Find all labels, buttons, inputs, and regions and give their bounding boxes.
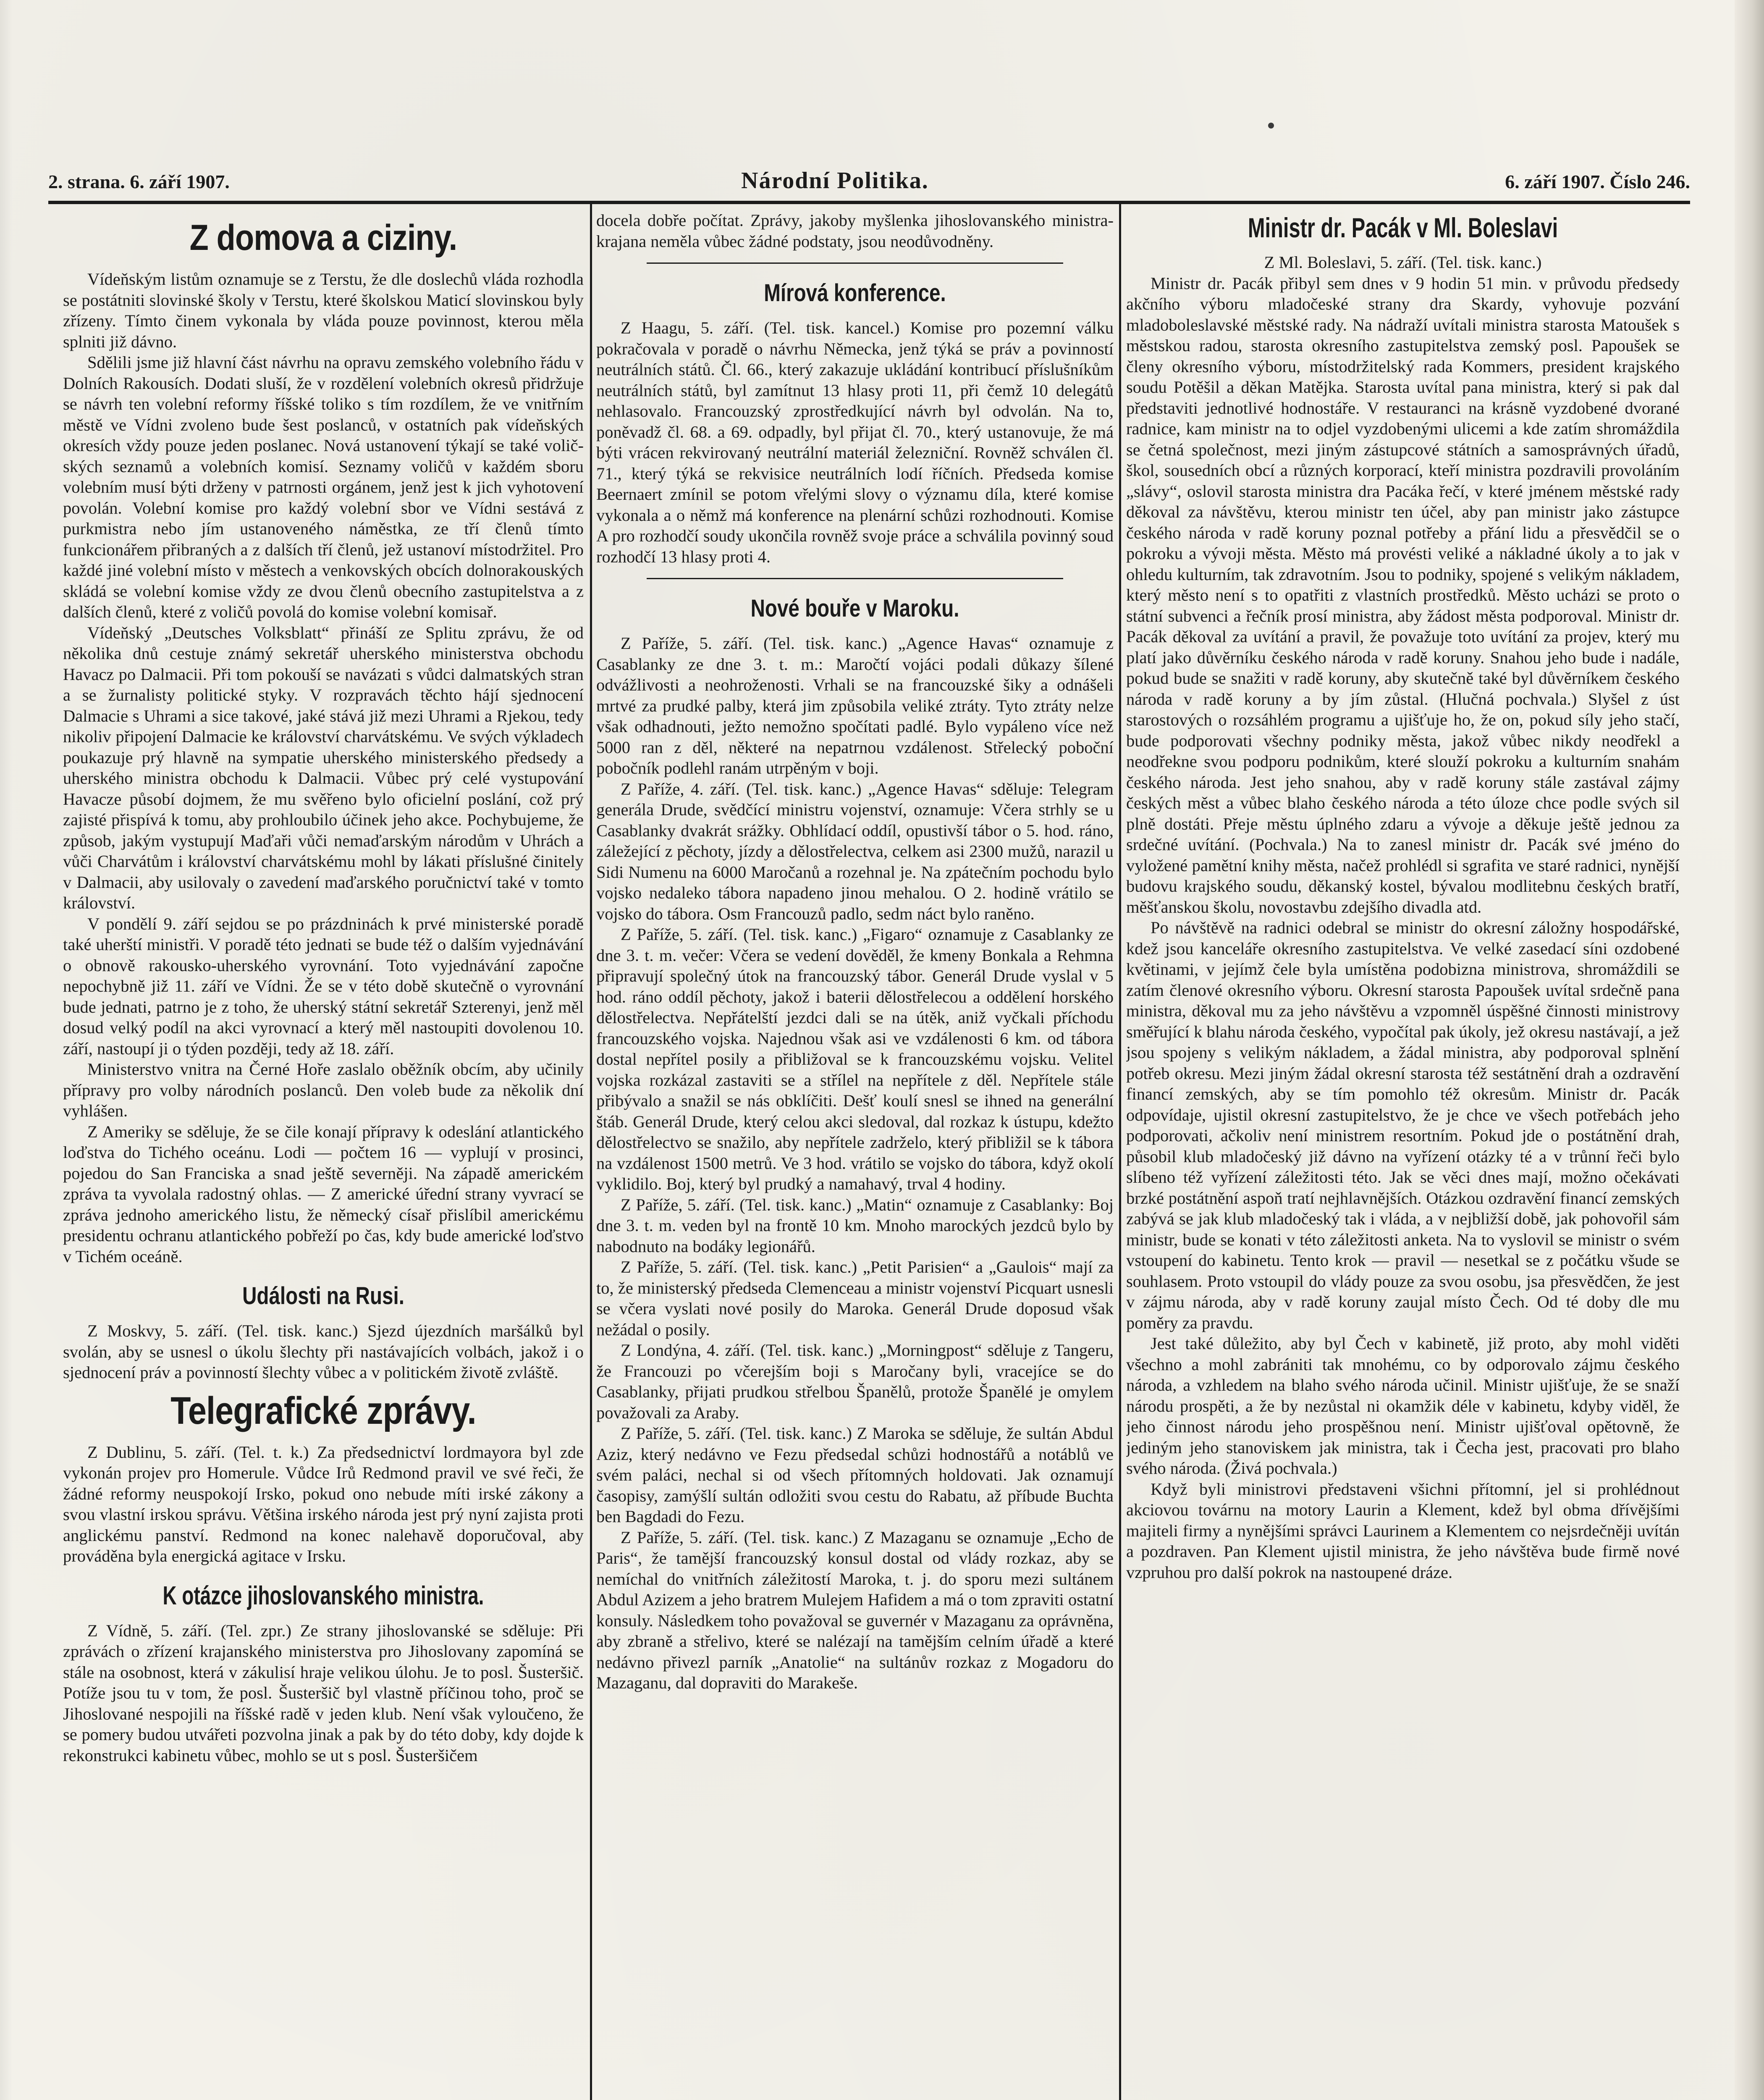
section-heading-domova: Z domova a ciziny. — [189, 218, 457, 258]
section-heading-telegraficke: Telegrafické zprávy. — [170, 1389, 476, 1432]
article-paragraph: Po návštěvě na radnici odebral se ministr do okresní záložny hospodářské, kdež jsou kanceláře okresního zastupitelstva. Ve velké zasedací síni ozdobené květinami, v jejímž čele byla umístěna podobizna ministrova, shromáždili se zatím členové okresního výboru. Okresní starosta Papoušek uvítal srdečně pana ministra, děkoval mu za jeho návštěvu a vzpomněl úspěšné činnosti ministrovy směřující k blahu národa českého, vypočítal pak úkoly, jež okresu nastávají, a jež jsou spojeny s velikým nákladem, a žádal ministra, aby podporoval splnění potřeb okresu. Mezi jiným žádal okresní starosta též sestátnění drah a ozdravění financí zemských, aby se tím pomohlo též okresům. Ministr dr. Pacák odpovídaje, ujistil okresní zastupitelstvo, že je chce ve všech potřebách jeho podporovati, ačkoliv není ministrem resortním. Pokud jde o postátnění drah, působil klub mladočeský již dávno na vyřízení otázky té a v trůnní řeči bylo slíbeno též vyřízení záležitosti této. Jak se věci dnes mají, možno očekávati brzké postátnění aspoň tratí nejhlavnějších. Otázkou ozdravění financí zemských zabývá se jak klub mladočeský tak i vláda, a v nejbližší době, jak pohovořil sám ministr, bude se konati v této záležitosti anketa. Na to vyslovil se ministr o svém vstoupení do kabinetu. Tento krok — pravil — nesetkal se z počátku všude se souhlasem. Proto vstoupil do vlády pouze za svou osobu, jsa přesvědčen, že jest v zájmu národa, aby v radě koruny zaujal místo Čech. Od té doby dle mu poměry za pravdu. — [1126, 918, 1680, 1332]
section-heading-mirova: Mírová konference. — [764, 279, 946, 307]
header-rule — [48, 201, 1690, 204]
section-heading-pacak: Ministr dr. Pacák v Ml. Boleslavi — [1248, 212, 1558, 243]
article-paragraph: Z Vídně, 5. září. (Tel. zpr.) Ze strany jihoslovanské se sděluje: Při zprávách o zřízení krajanského ministerstva pro Jihoslovany zapomíná se stále na osobnost, která v zákulisí hraje velikou úlohu. Je to posl. Šusteršič. Potíže jsou tu v tom, že posl. Šusteršič byl vlastně příčinou toho, proč se Jihoslované nespojili na říšské radě v jeden klub. Není však vyloučeno, že se pomery budou utvářeti pozvolna jinak a pak by do této doby, kdy dojde k rekonstrukci kabinetu vůbec, mohlo se ut s posl. Šusteršičem — [63, 1621, 584, 1765]
article-dateline: Z Ml. Boleslavi, 5. září. (Tel. tisk. kanc.) — [1264, 253, 1542, 272]
column-rule-1 — [590, 204, 592, 2100]
article-paragraph: Ministerstvo vnitra na Černé Hoře zaslalo oběžník obcím, aby učinily přípravy pro volby národních poslanců. Den voleb bude za několik dní vyhlášen. — [63, 1060, 584, 1120]
article-paragraph: V pondělí 9. září sejdou se po prázdninách k prvé ministerské poradě také uherští ministři. V poradě této jednati se bude též o dalším vyjednávání o obnově rakousko-uherského vyrovnání. Toto vyjednávání započne nepochybně již 11. září ve Vídni. Že se v této době skutečně o vyrovnání bude jednati, patrno je z toho, že uherský státní sekretář Szterenyi, jenž měl dosud velký podíl na akci vyrovnací a který měl nastoupiti dovolenou 10. září, nastoupí ji o týden později, tedy až 18. září. — [63, 914, 584, 1058]
article-paragraph: Z Ameriky se sděluje, že se čile konají přípravy k odeslání atlantického loďstva do Tichého oceánu. Lodi — počtem 16 — vyplují v prosinci, pojedou do San Franciska a snad ještě severněji. Na západě americkém zpráva ta vyvolala radostný ohlas. — Z americké úřední strany vyvrací se zpráva jednoho amerického listu, že německý císař přislíbil americkému presidentu ochranu atlantického pobřeží po čas, kdy bude americké loďstvo v Tichém oceáně. — [63, 1122, 584, 1266]
article-paragraph: Z Paříže, 5. září. (Tel. tisk. kanc.) „Agence Havas“ oznamuje z Casablanky ze dne 3. t. m.: Maročtí vojáci podali důkazy šílené odvážlivosti a neohroženosti. Vrhali se na francouzské šiky a odnášeli mrtvé za prudké palby, která jim způsobila veliké ztráty. Tyto ztráty nelze však odhadnouti, ježto nemožno spočítati padlé. Bylo vypáleno více než 5000 ran z děl, některé na nepatrnou vzdálenost. Střelecký poboční pobočník podlehl ranám utrpěným v boji. — [596, 634, 1114, 777]
header-issue-number: 6. září 1907. Číslo 246. — [1505, 171, 1690, 192]
article-paragraph: Vídeňským listům oznamuje se z Terstu, že dle doslechů vláda rozhodla se postátniti slovinské školy v Terstu, které školskou Maticí slovinskou byly zřízeny. Tímto činem vykonala by vláda pouze povinnost, kterou měla splniti již dávno. — [63, 270, 584, 351]
scan-shadow-left — [0, 0, 13, 2100]
column-2 — [596, 210, 1114, 2100]
article-paragraph: Z Paříže, 5. září. (Tel. tisk. kanc.) Z Maroka se sděluje, že sultán Abdul Aziz, který nedávno ve Fezu předsedal schůzi hodnostářů a notáblů ve svém paláci, nechal si od všech přítomných holdovati. Jak oznamují časopisy, zamýšlí sultán odložiti svou cestu do Rabatu, až příbude Buchta ben Bagdadi do Fezu. — [596, 1424, 1114, 1526]
masthead-title: Národní Politika. — [741, 168, 929, 194]
section-heading-rusi: Události na Rusi. — [242, 1282, 404, 1310]
page-header — [48, 163, 1690, 201]
article-paragraph: Z Paříže, 5. září. (Tel. tisk. kanc.) „Petit Parisien“ a „Gaulois“ mají za to, že ministerský předseda Clemenceau a ministr vojenství Picquart usnesli se včera vyslati nové posily do Maroka. Generál Drude doposud však nežádal o posily. — [596, 1257, 1114, 1339]
column-3 — [1126, 210, 1680, 2100]
section-divider — [647, 262, 1063, 264]
scan-edge-right — [1735, 0, 1764, 2100]
article-paragraph-continued: docela dobře počítat. Zprávy, jakoby myšlenka jihoslovanského ministra-krajana neměla vůbec žádné podstaty, jsou neodůvodněny. — [596, 211, 1114, 251]
section-heading-maroko: Nové bouře v Maroku. — [750, 595, 959, 622]
column-1 — [63, 210, 584, 2100]
article-paragraph: Jest také důležito, aby byl Čech v kabinetě, již proto, aby mohl viděti všechno a mohl zabrániti tak mnohému, co by odporovalo zájmu českého národa, a vzhledem na blaho svého národa učinil. Ministr ujišťuje, že se snaží národu prospěti, a že by nezůstal ni okamžik déle v kabinetu, kdyby viděl, že jeho činnost národu jeho prospěšnou není. Ministr ujišťoval opětovně, že jediným jeho stanoviskem jak ministra, tak i Čecha jest, pracovati pro blaho svého národa. (Živá pochvala.) — [1126, 1334, 1680, 1478]
article-paragraph: Z Paříže, 5. září. (Tel. tisk. kanc.) „Matin“ oznamuje z Casablanky: Boj dne 3. t. m. veden byl na frontě 10 km. Mnoho marockých jezdců bylo by nabodnuto na bodáky legionářů. — [596, 1195, 1114, 1256]
section-divider — [647, 578, 1063, 579]
article-paragraph: Ministr dr. Pacák přibyl sem dnes v 9 hodin 51 min. v průvodu předsedy akčního výboru mladočeské strany dra Skardy, vyhovuje pozvání mladoboleslavské městské rady. Na nádraží uvítali ministra starosta Matoušek s městskou radou, starosta okresního zastupitelstva zemský posl. Papoušek se členy okresního výboru, místodržitelský rada Kommers, president krajského soudu Potěšil a děkan Matějka. Starosta uvítal pana ministra, který si pak dal představiti jednotlivé hodnostáře. V restauranci na krásně vyzdobené dvorané radnice, kam ministr na to odjel vyzdobenými ulicemi a kde zatím shromáždila se četná společnost, mezi jiným zástupcové státních a samosprávných úřadů, škol, sousedních obcí a různých korporací, kteří ministra pozdravili provoláním „slávy“, oslovil starosta ministra dra Pacáka řečí, v které jménem městské rady děkoval za návštěvu, kterou ministr ten účel, aby pan ministr jako zástupce českého národa v radě koruny poznal potřeby a přání lidu a přesvědčil se o pokroku a vývoji města. Město má provésti veliké a nákladné úkoly a to jak v ohledu kulturním, tak zdravotním. Jsou to podniky, spojené s velikým nákladem, který město není s to opatřiti z vlastních prostředků. Město ucházi se proto o státní subvenci a řečník prosí ministra, aby žádost města podporoval. Ministr dr. Pacák děkoval za uvítání a pravil, že považuje toto uvítání za projev, který mu platí jako důvěrníku českého národa v radě koruny. Snahou jeho bude i nadále, pokud bude se snažiti v radě koruny, aby skutečně také byl důvěrníkem českého národa v radě koruny a by jím zůstal. (Hlučná pochvala.) Slyšel z úst starostových o rozsáhlém programu a ujišťuje ho, že on, pokud síly jeho stačí, bude podporovati všechny podniky města, jakož vůbec nikdy neodřekl a neodřekne svou podporu podnikům, které slouží pokroku a kulturním snahám českého národa. Jest jeho snahou, aby v radě koruny stále zastával zájmy českých měst a vůbec blaho českého národa a této úloze chce podle svých sil plně dostáti. Přeje městu úplného zdaru a vývoje a děkuje ještě jednou za srdečné uvítání. (Pochvala.) Na to zanesl ministr dr. Pacák své jméno do vyložené pamětní knihy města, načež prohlédl si sgrafita ve staré radnici, nynější budovu krajského soudu, děkanský kostel, bývalou modlitebnu českých bratří, měšťanskou školu, novostavbu zdejšího divadla atd. — [1126, 273, 1680, 916]
section-heading-jihoslovanske: K otázce jihoslovanského ministra. — [163, 1581, 484, 1610]
column-rule-2 — [1119, 204, 1121, 2100]
header-page-date: 2. strana. 6. září 1907. — [48, 171, 230, 192]
article-paragraph: Z Haagu, 5. září. (Tel. tisk. kancel.) Komise pro pozemní válku pokračovala v poradě o návrhu Německa, jenž týká se práv a povinností neutrálních států. Čl. 66., který zakazuje ukládání kontribucí příslušníkům neutrálních států, byl zamítnut 13 hlasy proti 11, při čemž 10 delegátů nehlasovalo. Francouzský zprostředkující návrh byl odvolán. Na to, poněvadž čl. 68. a 69. odpadly, byl přijat čl. 70., který ustanovuje, že má býti vrácen rekvirovaný neutrální materiál železniční. Rovněž schválen čl. 71., který týká se rekvisice neutrálních lodí říčních. Předseda komise Beernaert zmínil se potom vřelými slovy o významu díla, které komise vykonala a o němž má konference na plenární schůzi rozhodnouti. Komise A pro rozhodčí soudy ukončila rovněž svoje práce a schválila povinný soud rozhodčí 13 hlasy proti 4. — [596, 318, 1114, 566]
article-paragraph: Z Londýna, 4. září. (Tel. tisk. kanc.) „Morningpost“ sděluje z Tangeru, že Francouzi po včerejším boji s Maročany byli, vracejíce se do Casablanky, přijati prudkou střelbou Španělů, protože Španělé je omylem považovali za Araby. — [596, 1341, 1114, 1422]
article-paragraph: Sdělili jsme již hlavní část návrhu na opravu zemského volebního řádu v Dolních Rakousích. Dodati sluší, že v rozdělení volebních okresů přidržuje se návrh ten volební reformy říšské toliko s tím rozdílem, že ve vnitřním městě ve Vídni zvoleno bude šest poslanců, v ostatních pak vídeňských okresích vždy pouze jeden poslanec. Nová ustanovení týkají se také voličských seznamů a volebních komisí. Seznamy voličů v každém sboru volebním musí býti drženy v patrnosti orgánem, jenž jest k jich vyhotovení povolán. Volební komise pro každý volební sbor ve Vídni sestává z purkmistra nebo jím ustanoveného náměstka, ze tří členů tímto funkcionářem přibraných a z dalších tří členů, jež ustanoví místodržitel. Pro každé jiné volební místo v městech a venkovských obcích dolnorakouských skládá se volební komise vždy ze dvou členů obecního zastupitelstva a z dalších členů, které z voličů povolá do komise volební komisař. — [63, 353, 584, 621]
article-paragraph: Z Paříže, 4. září. (Tel. tisk. kanc.) „Agence Havas“ sděluje: Telegram generála Drude, svědčící ministru vojenství, oznamuje: Včera strhly se u Casablanky dvakrát srážky. Obhlídací oddíl, opustivší tábor o 5. hod. ráno, záležející z pěchoty, jízdy a dělostřelectva, celkem asi 2300 mužů, narazil u Sidi Numenu na 6000 Maročanů a rozehnal je. Na zpátečním pochodu bylo vojsko nedaleko tábora napadeno jinou mehalou. O 2. hodině vrátilo se vojsko do tábora. Osm Francouzů padlo, sedm náct bylo raněno. — [596, 779, 1114, 923]
article-paragraph: Když byli ministrovi představeni všichni přítomní, jel si prohlédnout akciovou továrnu na motory Laurin a Klement, kdež byl obma dřívějšími majiteli firmy a nynějšími správci Laurinem a Klementem co nejsrdečněji uvítán a pozdraven. Pan Klement ujistil ministra, že jeho návštěva bude firmě nové vzpruhou pro další pokrok na nastoupené dráze. — [1126, 1479, 1680, 1582]
ink-speck — [1268, 123, 1274, 129]
article-paragraph: Z Dublinu, 5. září. (Tel. t. k.) Za předsednictví lordmayora byl zde vykonán projev pro Homerule. Vůdce Irů Redmond pravil ve své řeči, že žádné reformy neuspokojí Irsko, pokud ono nebude míti irské zákony a svou vlastní irskou správu. Většina irského národa jest prý nyní zajista proti anglickému panství. Redmond na konec nalehavě doporučoval, aby prováděna byla energická agitace v Irsku. — [63, 1442, 584, 1565]
article-paragraph: Vídeňský „Deutsches Volksblatt“ přináší ze Splitu zprávu, že od několika dnů cestuje známý sekretář uherského ministerstva obchodu Havacz po Dalmacii. Při tom pokouší se navázati s vůdci dalmatských stran a se žurnalisty politické styky. V rozpravách těchto hájí sjednocení Dalmacie s Uhrami a sice takové, jaké stává již mezi Uhrami a Rjekou, tedy nikoliv připojení Dalmacie ke království charvátskému. Ve svých výkladech poukazuje prý hlavně na sympatie uherského ministerského předsedy a uherského ministra obchodu k Dalmacii. Vůbec prý celé vystupování Havacze působí dojmem, že mu svěřeno bylo oficielní poslání, což prý zajisté přispívá k tomu, aby prohloubilo účinek jeho akce. Pochybujeme, že způsob, jakým vystupují Maďaři vůči nemaďarským národům v Uhrách a vůči Charvátům i království charvátskému mohl by lákati příslušné činitely v Dalmacii, aby usilovaly o zavedení maďarského poručnictví také v tomto království. — [63, 623, 584, 912]
article-paragraph: Z Paříže, 5. září. (Tel. tisk. kanc.) Z Mazaganu se oznamuje „Echo de Paris“, že tamější francouzský konsul dostal od vlády rozkaz, aby se nemíchal do vnitřních záležitostí Maroka, t. j. do sporu mezi sultánem Abdul Azizem a jeho bratrem Mulejem Hafidem a má o tom zpraviti ostatní konsuly. Následkem toho považoval se guvernér v Mazaganu za oprávněna, aby zbraně a střelivo, které se nalézají na tamějším celním úřadě a které nedávno přivezl parník „Anatolie“ na sultánův rozkaz z Mogadoru do Mazaganu, dal dopraviti do Marakeše. — [596, 1528, 1114, 1692]
article-paragraph: Z Paříže, 5. září. (Tel. tisk. kanc.) „Figaro“ oznamuje z Casablanky ze dne 3. t. m. večer: Včera se vedení dověděl, že kmeny Bonkala a Rehmna připravují společný útok na francouzský tábor. Generál Drude vyslal v 5 hod. ráno oddíl pěchoty, jakož i baterii dělostřelecou a oddělení horského dělostřelectva. Nepřátelští jezdci dali se na útěk, aniž vyčkali příchodu francouzského vojska. Najednou však asi ve vzdálenosti 6 km. od tábora dostal nepřítel posily a přibližoval se k francouzskému vojsku. Velitel vojska rozkázal zastaviti se a střílel na nepřítele z děl. Nepřítele stále přibývalo a snažil se nás obklíčiti. Dešť koulí snesl se ihned na generální štáb. Generál Drude, který celou akci sledoval, dal rozkaz k ústupu, kdežto dělostřelectvo se snažilo, aby nepřítele zadrželo, který přibližil se k tábora na vzdálenost 1500 metrů. Ve 3 hod. vrátilo se vojsko do tábora, když okolí vyklidilo. Boj, který byl prudký a namahavý, trval 4 hodiny. — [596, 925, 1114, 1193]
article-paragraph: Z Moskvy, 5. září. (Tel. tisk. kanc.) Sjezd újezdních maršálků byl svolán, aby se usnesl o úkolu šlechty při nastávajících volbách, jakož i o sjednocení práv a povinností šlechty vůbec a v politickém životě zvláště. — [63, 1321, 584, 1382]
